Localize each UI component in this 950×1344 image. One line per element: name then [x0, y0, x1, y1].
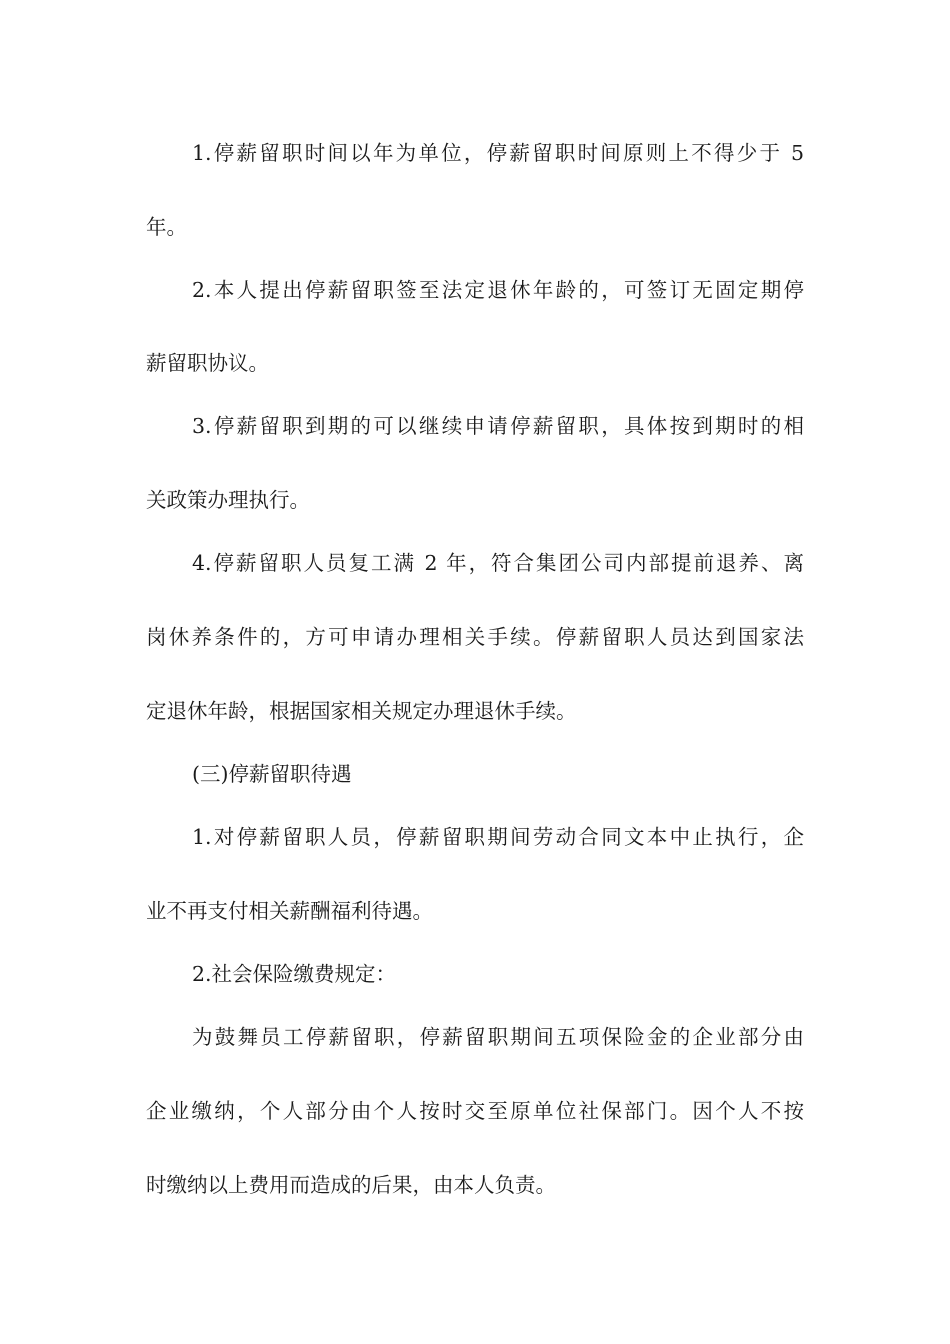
- paragraph-line: 1.停薪留职时间以年为单位，停薪留职时间原则上不得少于 5: [192, 141, 804, 165]
- paragraph-line: 4.停薪留职人员复工满 2 年，符合集团公司内部提前退养、离: [192, 551, 804, 575]
- paragraph-line: 2.社会保险缴费规定：: [192, 962, 397, 986]
- paragraph-line: 2.本人提出停薪留职签至法定退休年龄的，可签订无固定期停: [192, 278, 804, 302]
- paragraph-line: 年。: [146, 215, 187, 239]
- paragraph-line: 1.对停薪留职人员，停薪留职期间劳动合同文本中止执行，企: [192, 825, 804, 849]
- paragraph-line: 定退休年龄，根据国家相关规定办理退休手续。: [146, 699, 577, 723]
- paragraph-line: 3.停薪留职到期的可以继续申请停薪留职，具体按到期时的相: [192, 414, 804, 438]
- paragraph-line: 时缴纳以上费用而造成的后果，由本人负责。: [146, 1173, 556, 1197]
- paragraph-line: 业不再支付相关薪酬福利待遇。: [146, 899, 433, 923]
- paragraph-line: 关政策办理执行。: [146, 488, 310, 512]
- paragraph-line: 薪留职协议。: [146, 351, 269, 375]
- paragraph-line: 为鼓舞员工停薪留职，停薪留职期间五项保险金的企业部分由: [192, 1025, 804, 1049]
- section-heading: (三)停薪留职待遇: [192, 762, 352, 786]
- paragraph-line: 岗休养条件的，方可申请办理相关手续。停薪留职人员达到国家法: [146, 625, 804, 649]
- paragraph-line: 企业缴纳，个人部分由个人按时交至原单位社保部门。因个人不按: [146, 1099, 804, 1123]
